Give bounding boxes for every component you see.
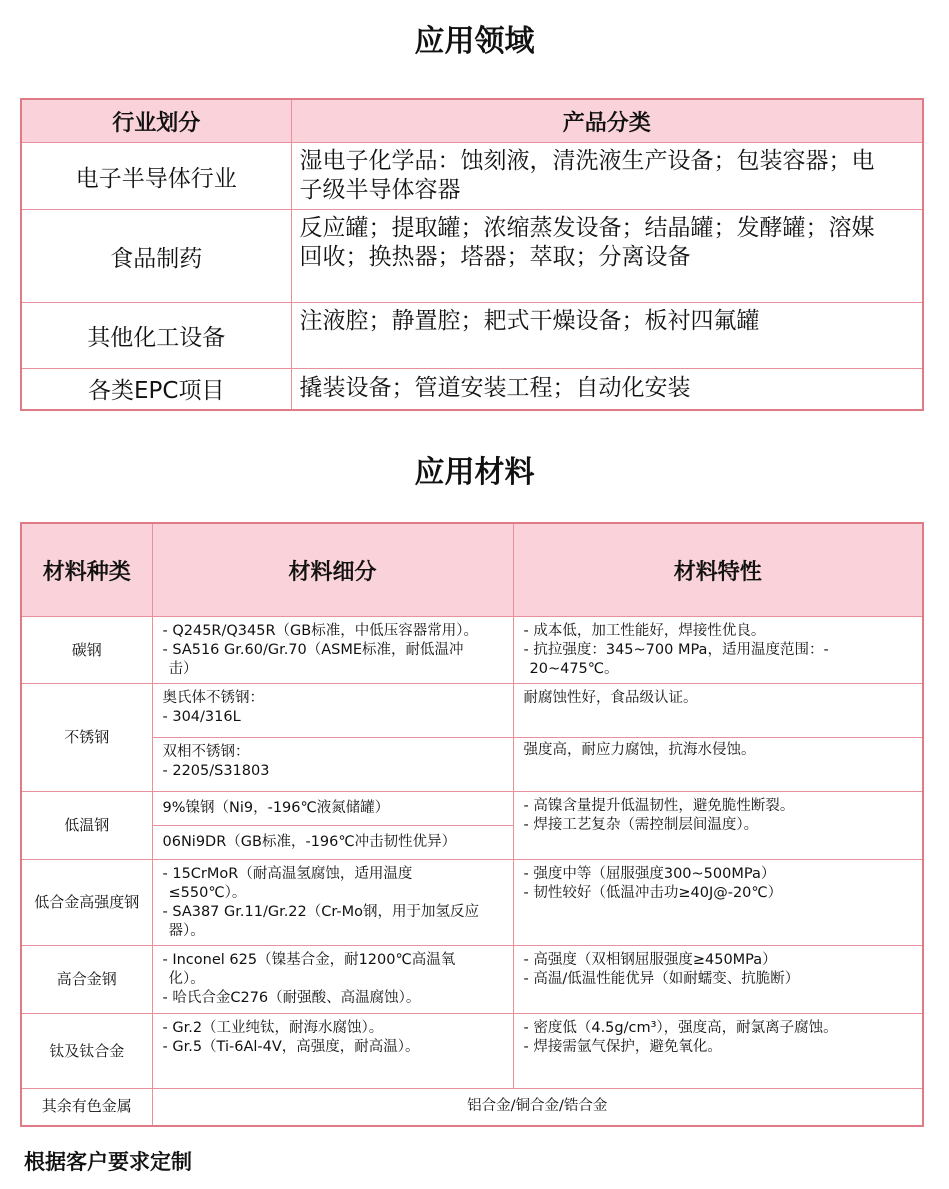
prop-line: - 成本低，加工性能好，焊接性优良。 (523, 623, 766, 639)
material-sub-cell (152, 617, 513, 684)
industry-cell: 电子半导体行业 (21, 143, 291, 210)
sub-line: 击） (168, 661, 198, 677)
product-line: 撬装设备；管道安装工程；自动化安装 (299, 375, 691, 402)
material-prop-cell: 强度高，耐应力腐蚀，抗海水侵蚀。 (513, 738, 923, 792)
prop-line: - 高强度（双相钢屈服强度≥450MPa） (523, 952, 777, 968)
material-type-cell: 钛及钛合金 (21, 1014, 152, 1089)
table-row (21, 684, 923, 738)
header-material-properties: 材料特性 (513, 523, 923, 617)
table-row (21, 143, 923, 210)
material-type-cell: 低温钢 (21, 792, 152, 860)
sub-line: 双相不锈钢： (162, 744, 250, 760)
sub-line: - 哈氏合金C276（耐强酸、高温腐蚀）。 (162, 990, 421, 1006)
material-prop-cell (513, 792, 923, 860)
material-sub-cell (152, 860, 513, 946)
sub-line: 器）。 (168, 923, 205, 939)
product-line: 回收；换热器；塔器；萃取；分离设备 (299, 244, 691, 270)
sub-line: - Gr.5（Ti-6Al-4V，高强度，耐高温）。 (162, 1039, 420, 1055)
product-cell (291, 143, 923, 210)
product-line: 反应罐；提取罐；浓缩蒸发设备；结晶罐；发酵罐；溶媒 (299, 215, 875, 241)
material-sub-cell (152, 738, 513, 792)
product-line: 子级半导体容器 (299, 177, 461, 203)
sub-line: - SA387 Gr.11/Gr.22（Cr-Mo钢，用于加氢反应 (162, 904, 480, 920)
sub-line: - 304/316L (162, 709, 241, 725)
table-row (21, 303, 923, 369)
section-title-application-materials: 应用材料 (414, 455, 535, 490)
application-fields-table (20, 98, 924, 411)
prop-line: - 高温/低温性能优异（如耐蠕变、抗脆断） (523, 971, 800, 987)
material-type-cell: 低合金高强度钢 (21, 860, 152, 946)
header-material-type: 材料种类 (21, 523, 152, 617)
table-row (21, 1014, 923, 1089)
product-cell (291, 369, 923, 410)
material-sub-cell: 06Ni9DR（GB标准，-196℃冲击韧性优异） (152, 826, 513, 860)
prop-line: - 强度中等（屈服强度300~500MPa） (523, 866, 776, 882)
material-prop-cell (513, 946, 923, 1014)
sub-line: - 2205/S31803 (162, 763, 270, 779)
material-prop-cell (513, 1014, 923, 1089)
prop-line: - 高镍含量提升低温韧性，避免脆性断裂。 (523, 798, 795, 814)
material-value-cell: 铝合金/铜合金/锆合金 (152, 1089, 923, 1126)
sub-line: - 15CrMoR（耐高温氢腐蚀，适用温度 (162, 866, 413, 882)
sub-line: - Inconel 625（镍基合金，耐1200℃高温氧 (162, 952, 456, 968)
prop-line: - 焊接需氩气保护，避免氧化。 (523, 1039, 722, 1055)
header-material-subdivision: 材料细分 (152, 523, 513, 617)
sub-line: - SA516 Gr.60/Gr.70（ASME标准，耐低温冲 (162, 642, 464, 658)
sub-line: 化）。 (168, 971, 205, 987)
product-line: 湿电子化学品：蚀刻液，清洗液生产设备；包装容器；电 (299, 148, 875, 174)
section-title-application-fields: 应用领域 (414, 24, 535, 59)
product-cell (291, 303, 923, 369)
header-industry: 行业划分 (21, 99, 291, 143)
prop-line: 20~475℃。 (529, 661, 619, 677)
product-line: 注液腔；静置腔；耙式干燥设备；板衬四氟罐 (299, 308, 760, 334)
material-type-cell: 高合金钢 (21, 946, 152, 1014)
header-product: 产品分类 (291, 99, 923, 143)
material-sub-cell (152, 946, 513, 1014)
sub-line: 奥氏体不锈钢： (162, 690, 264, 706)
material-prop-cell (513, 617, 923, 684)
sub-line: - Q245R/Q345R（GB标准，中低压容器常用）。 (162, 623, 478, 639)
prop-line: - 焊接工艺复杂（需控制层间温度）。 (523, 817, 759, 833)
table-row (21, 1089, 923, 1126)
table-row (21, 792, 923, 826)
prop-line: - 韧性较好（低温冲击功≥40J@-20℃） (523, 885, 783, 901)
sub-line: - Gr.2（工业纯钛，耐海水腐蚀）。 (162, 1020, 384, 1036)
table-row (21, 617, 923, 684)
material-prop-cell (513, 860, 923, 946)
material-sub-cell: 9%镍钢（Ni9，-196℃液氮储罐） (152, 792, 513, 826)
prop-line: - 抗拉强度：345~700 MPa，适用温度范围：- (523, 642, 829, 658)
material-type-cell: 碳钢 (21, 617, 152, 684)
material-prop-cell: 耐腐蚀性好，食品级认证。 (513, 684, 923, 738)
material-type-cell: 其余有色金属 (21, 1089, 152, 1126)
material-type-cell: 不锈钢 (21, 684, 152, 792)
table-row (21, 946, 923, 1014)
industry-cell: 其他化工设备 (21, 303, 291, 369)
application-materials-table (20, 522, 924, 1127)
table-row (21, 369, 923, 410)
industry-cell: 各类EPC项目 (21, 369, 291, 410)
material-sub-cell (152, 684, 513, 738)
table-row (21, 210, 923, 303)
industry-cell: 食品制药 (21, 210, 291, 303)
table-row (21, 738, 923, 792)
product-cell (291, 210, 923, 303)
table-row (21, 860, 923, 946)
sub-line: ≤550℃）。 (168, 885, 247, 901)
table-header-row (21, 523, 923, 617)
custom-note: 根据客户要求定制 (24, 1150, 192, 1174)
prop-line: - 密度低（4.5g/cm³），强度高，耐氯离子腐蚀。 (523, 1020, 838, 1036)
material-sub-cell (152, 1014, 513, 1089)
table-header-row (21, 99, 923, 143)
